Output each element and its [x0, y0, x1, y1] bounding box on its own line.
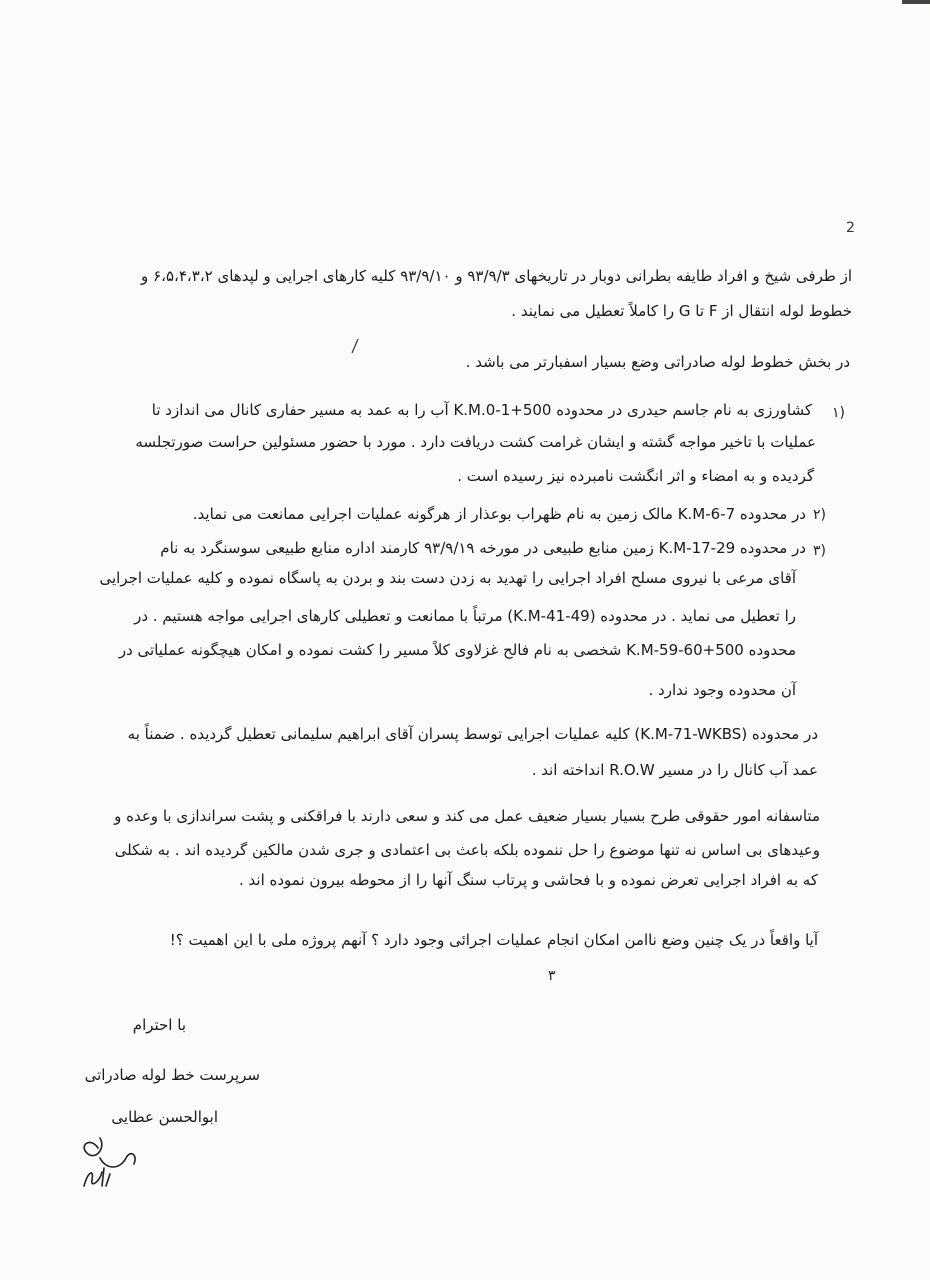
km71-line-2: عمد آب کانال را در مسیر R.O.W انداخته اند .: [531, 761, 818, 779]
legal-line-3: که به افراد اجرایی تعرض نموده و با فحاشی و پرتاب سنگ آنها را از محوطه بیرون نموده اند .: [239, 871, 818, 889]
item-3-line-4: محدوده K.M-59-60+500 شخصی به نام فالح غزلاوی کلاً مسیر را کشت نموده و امکان هیچگونه عملیاتی در: [118, 641, 796, 659]
item-3-line-5: آن محدوده وجود ندارد .: [648, 681, 796, 699]
km71-line-1: در محدوده (K.M-71-WKBS) کلیه عملیات اجرایی توسط پسران آقای ابراهیم سلیمانی تعطیل گردیده . ضمناً به: [127, 725, 818, 743]
handwritten-signature: [76, 1128, 146, 1190]
item-2-marker: ۲): [813, 507, 826, 523]
signer-title: سرپرست خط لوله صادراتی: [84, 1066, 260, 1084]
legal-line-1: متاسفانه امور حقوقی طرح بسیار بسیار ضعیف عمل می کند و سعی دارند با فراقکنی و پشت سراندازی با وعده و: [114, 807, 820, 825]
scan-artifact: [902, 0, 930, 4]
intro-line-2: خطوط لوله انتقال از F تا G را کاملاً تعطیل می نمایند .: [511, 302, 852, 320]
item-1-line-3: گردیده و به امضاء و اثر انگشت نامبرده نیز رسیده است .: [457, 467, 814, 485]
item-3-line-1: در محدوده K.M-17-29 زمین منابع طبیعی در مورخه ۹۳/۹/۱۹ کارمند اداره منابع طبیعی سوسنگرد به نام: [160, 539, 806, 557]
item-1-marker: ۱): [832, 405, 845, 421]
pen-stroke: [350, 338, 360, 354]
item-2-line-1: در محدوده K.M-6-7 مالک زمین به نام ظهراب بوعذار از هرگونه عملیات اجرایی ممانعت می نماید.: [192, 505, 806, 523]
item-1-line-2: عملیات با تاخیر مواجه گشته و ایشان غرامت کشت دریافت دارد . مورد با حضور مسئولین حراست صورتجلسه: [135, 433, 816, 451]
page-number: 2: [846, 220, 855, 236]
signer-name: ابوالحسن عطایی: [111, 1108, 218, 1126]
closing-regards: با احترام: [132, 1016, 186, 1034]
closing-question: آیا واقعاً در یک چنین وضع ناامن امکان انجام عملیات اجرائی وجود دارد ؟ آنهم پروژه ملی با این اهمیت ؟!: [169, 931, 818, 949]
legal-line-2: وعیدهای بی اساس نه تنها موضوع را حل ننموده بلکه باعث بی اعتمادی و جری شدن مالکین گردیده اند . به شکلی: [114, 841, 820, 859]
item-1-line-1: کشاورزی به نام جاسم حیدری در محدوده K.M.0-1+500 آب را به عمد به مسیر حفاری کانال می اندازد تا: [151, 401, 812, 419]
item-3-line-2: آقای مرعی با نیروی مسلح افراد اجرایی را تهدید به زدن دست بند و بردن به پاسگاه نموده و کلیه عملیات اجرایی: [99, 569, 796, 587]
intro-line-1: از طرفی شیخ و افراد طایفه بطرانی دوبار در تاریخهای ۹۳/۹/۳ و ۹۳/۹/۱۰ کلیه کارهای اجرایی و لپدهای ۶،۵،۴،۳،۲ و: [141, 267, 852, 285]
item-3-line-3: را تعطیل می نماید . در محدوده (K.M-41-49) مرتباً با ممانعت و تعطیلی کارهای اجرایی مواجه هستیم . در: [134, 607, 796, 625]
section-intro: در بخش خطوط لوله صادراتی وضع بسیار اسفبارتر می باشد .: [465, 353, 850, 371]
item-3-marker: ۳): [813, 543, 826, 559]
stray-mark: ۳: [548, 968, 556, 984]
